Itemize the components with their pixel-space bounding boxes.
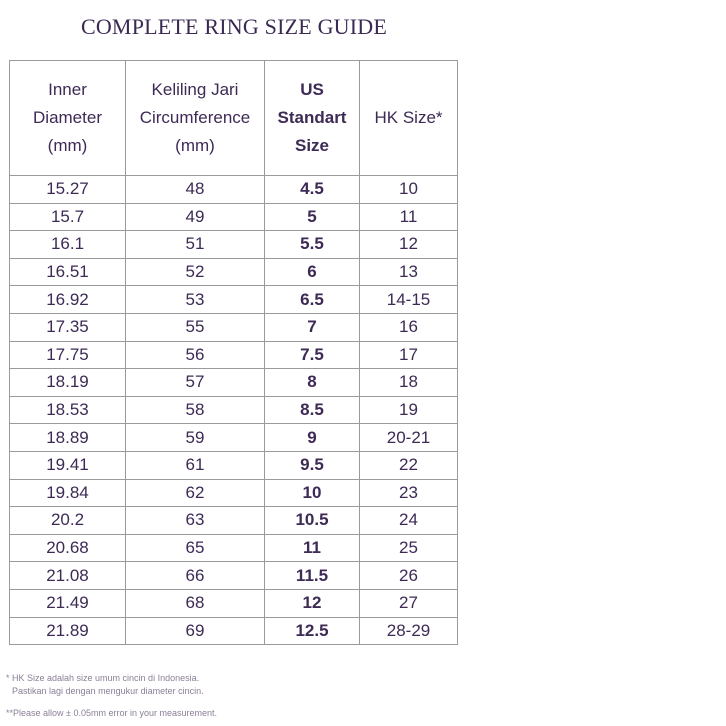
table-row — [10, 313, 458, 341]
us-size-cell: 11 — [265, 534, 360, 562]
hk-size-cell: 17 — [360, 341, 458, 369]
us-size-cell: 8 — [265, 369, 360, 397]
inner-diameter-cell: 16.92 — [10, 286, 126, 314]
circumference-cell: 49 — [126, 203, 265, 231]
table-row — [10, 341, 458, 369]
circumference-cell: 56 — [126, 341, 265, 369]
table-row — [10, 396, 458, 424]
header-line: (mm) — [175, 136, 215, 155]
inner-diameter-cell: 19.84 — [10, 479, 126, 507]
circumference-cell: 48 — [126, 176, 265, 204]
us-size-cell: 6 — [265, 258, 360, 286]
page-title: COMPLETE RING SIZE GUIDE — [80, 14, 388, 39]
header-hk-size — [360, 61, 458, 176]
table-row — [10, 617, 458, 645]
table-row — [10, 369, 458, 397]
header-line: Inner — [48, 80, 87, 99]
footnotes — [6, 672, 466, 720]
us-size-cell: 10 — [265, 479, 360, 507]
inner-diameter-cell: 17.35 — [10, 313, 126, 341]
table-row — [10, 286, 458, 314]
hk-size-cell: 10 — [360, 176, 458, 204]
header-line: US — [300, 80, 324, 99]
us-size-cell: 12.5 — [265, 617, 360, 645]
hk-size-note-continued: Pastikan lagi dengan mengukur diameter cincin. — [12, 686, 204, 696]
circumference-cell: 62 — [126, 479, 265, 507]
circumference-cell: 61 — [126, 451, 265, 479]
inner-diameter-cell: 19.41 — [10, 451, 126, 479]
ring-size-table — [9, 60, 458, 645]
header-inner-diameter — [10, 61, 126, 176]
us-size-cell: 5 — [265, 203, 360, 231]
circumference-cell: 51 — [126, 231, 265, 259]
circumference-cell: 53 — [126, 286, 265, 314]
hk-size-cell: 26 — [360, 562, 458, 590]
inner-diameter-cell: 20.68 — [10, 534, 126, 562]
header-line: Circumference — [139, 108, 251, 127]
circumference-cell: 59 — [126, 424, 265, 452]
hk-size-cell: 28-29 — [360, 617, 458, 645]
table-row — [10, 451, 458, 479]
us-size-cell: 11.5 — [265, 562, 360, 590]
us-size-cell: 9.5 — [265, 451, 360, 479]
inner-diameter-cell: 21.08 — [10, 562, 126, 590]
table-header-row — [10, 61, 458, 176]
table-row — [10, 176, 458, 204]
us-size-cell: 4.5 — [265, 176, 360, 204]
hk-size-cell: 12 — [360, 231, 458, 259]
header-circumference — [126, 61, 265, 176]
inner-diameter-cell: 15.27 — [10, 176, 126, 204]
measurement-error-note: **Please allow ± 0.05mm error in your measurement. — [6, 708, 218, 718]
header-us-size — [265, 61, 360, 176]
hk-size-cell: 25 — [360, 534, 458, 562]
us-size-cell: 9 — [265, 424, 360, 452]
hk-size-cell: 24 — [360, 507, 458, 535]
table-body — [10, 176, 458, 645]
circumference-cell: 57 — [126, 369, 265, 397]
circumference-cell: 55 — [126, 313, 265, 341]
header-line: Diameter — [33, 108, 102, 127]
hk-size-note: * HK Size adalah size umum cincin di Indonesia. — [6, 673, 200, 683]
inner-diameter-cell: 18.89 — [10, 424, 126, 452]
inner-diameter-cell: 16.1 — [10, 231, 126, 259]
inner-diameter-cell: 20.2 — [10, 507, 126, 535]
circumference-cell: 68 — [126, 589, 265, 617]
hk-size-cell: 16 — [360, 313, 458, 341]
table-row — [10, 589, 458, 617]
circumference-cell: 66 — [126, 562, 265, 590]
table-row — [10, 562, 458, 590]
header-line: HK Size* — [374, 108, 443, 127]
us-size-cell: 8.5 — [265, 396, 360, 424]
table-row — [10, 479, 458, 507]
table-row — [10, 258, 458, 286]
inner-diameter-cell: 18.53 — [10, 396, 126, 424]
hk-size-cell: 14-15 — [360, 286, 458, 314]
hk-size-cell: 19 — [360, 396, 458, 424]
hk-size-cell: 23 — [360, 479, 458, 507]
us-size-cell: 7.5 — [265, 341, 360, 369]
circumference-cell: 65 — [126, 534, 265, 562]
inner-diameter-cell: 21.89 — [10, 617, 126, 645]
inner-diameter-cell: 17.75 — [10, 341, 126, 369]
hk-size-cell: 27 — [360, 589, 458, 617]
us-size-cell: 12 — [265, 589, 360, 617]
circumference-cell: 52 — [126, 258, 265, 286]
header-line: Keliling Jari — [151, 80, 239, 99]
us-size-cell: 10.5 — [265, 507, 360, 535]
us-size-cell: 6.5 — [265, 286, 360, 314]
us-size-cell: 7 — [265, 313, 360, 341]
inner-diameter-cell: 21.49 — [10, 589, 126, 617]
hk-size-cell: 20-21 — [360, 424, 458, 452]
header-line: Size — [294, 136, 330, 155]
table-row — [10, 424, 458, 452]
circumference-cell: 58 — [126, 396, 265, 424]
table-row — [10, 203, 458, 231]
header-line: Standart — [277, 108, 347, 127]
table-row — [10, 231, 458, 259]
header-line: (mm) — [47, 136, 88, 155]
table-row — [10, 507, 458, 535]
table-row — [10, 534, 458, 562]
circumference-cell: 69 — [126, 617, 265, 645]
hk-size-cell: 13 — [360, 258, 458, 286]
inner-diameter-cell: 16.51 — [10, 258, 126, 286]
inner-diameter-cell: 18.19 — [10, 369, 126, 397]
inner-diameter-cell: 15.7 — [10, 203, 126, 231]
hk-size-cell: 11 — [360, 203, 458, 231]
us-size-cell: 5.5 — [265, 231, 360, 259]
circumference-cell: 63 — [126, 507, 265, 535]
hk-size-cell: 18 — [360, 369, 458, 397]
hk-size-cell: 22 — [360, 451, 458, 479]
